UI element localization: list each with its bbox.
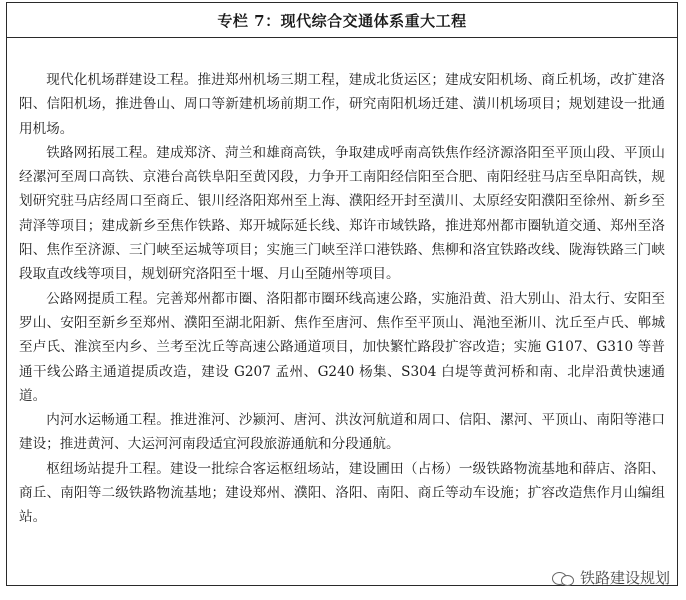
paragraph-hubs: 枢纽场站提升工程。建设一批综合客运枢纽场站，建设圃田（占杨）一级铁路物流基地和薛店、洛阳、商丘、南阳等二级铁路物流基地；建设郑州、濮阳、洛阳、南阳、商丘等动车设施；扩容改造焦作月山编组站。 (19, 460, 665, 526)
column-title: 专栏 7：现代综合交通体系重大工程 (7, 3, 677, 38)
watermark-text: 铁路建设规划 (579, 569, 670, 587)
column-body (7, 38, 677, 530)
column-box (6, 2, 678, 586)
wechat-icon (552, 569, 574, 587)
watermark (552, 567, 670, 588)
paragraph-airports: 现代化机场群建设工程。推进郑州机场三期工程，建成北货运区；建成安阳机场、商丘机场，改扩建洛阳、信阳机场，推进鲁山、周口等新建机场前期工作，研究南阳机场迁建、潢川机场项目；规划建设一批通用机场。 (19, 72, 665, 137)
paragraph-waterways: 内河水运畅通工程。推进淮河、沙颍河、唐河、洪汝河航道和周口、信阳、漯河、平顶山、南阳等港口建设；推进黄河、大运河河南段适宜河段旅游通航和分段通航。 (19, 412, 665, 453)
paragraph-highways: 公路网提质工程。完善郑州都市圈、洛阳都市圈环线高速公路，实施沿黄、沿大别山、沿太行、安阳至罗山、安阳至新乡至郑州、濮阳至湖北阳新、焦作至唐河、焦作至平顶山、渑池至淅川、沈丘至卢氏、郸城至卢氏、淮滨至内乡、兰考至沈丘等高速公路通道项目，加快繁忙路段扩容改造；实施 G107、G310 等普通干线公路主通道提质改造，建设 G207 孟州、G240 杨集、S304 白堤等黄河桥和南、北岸沿黄快速通道。 (19, 290, 665, 404)
paragraph-railways: 铁路网拓展工程。建成郑济、菏兰和雄商高铁，争取建成呼南高铁焦作经济源洛阳至平顶山段、平顶山经漯河至周口高铁、京港台高铁阜阳至黄冈段，力争开工南阳经信阳至合肥、南阳经驻马店至阜阳高铁，规划研究驻马店经周口至商丘、银川经洛阳郑州至上海、濮阳经开封至潢川、太原经安阳濮阳至徐州、新乡至菏泽等项目；建成新乡至焦作铁路、郑开城际延长线、郑许市域铁路，推进郑州都市圈轨道交通、郑州至洛阳、焦作至济源、三门峡至运城等项目；实施三门峡至洋口港铁路、焦柳和洛宜铁路改线、陇海铁路三门峡段取直改线等项目，规划研究洛阳至十堰、月山至随州等项目。 (19, 144, 665, 283)
